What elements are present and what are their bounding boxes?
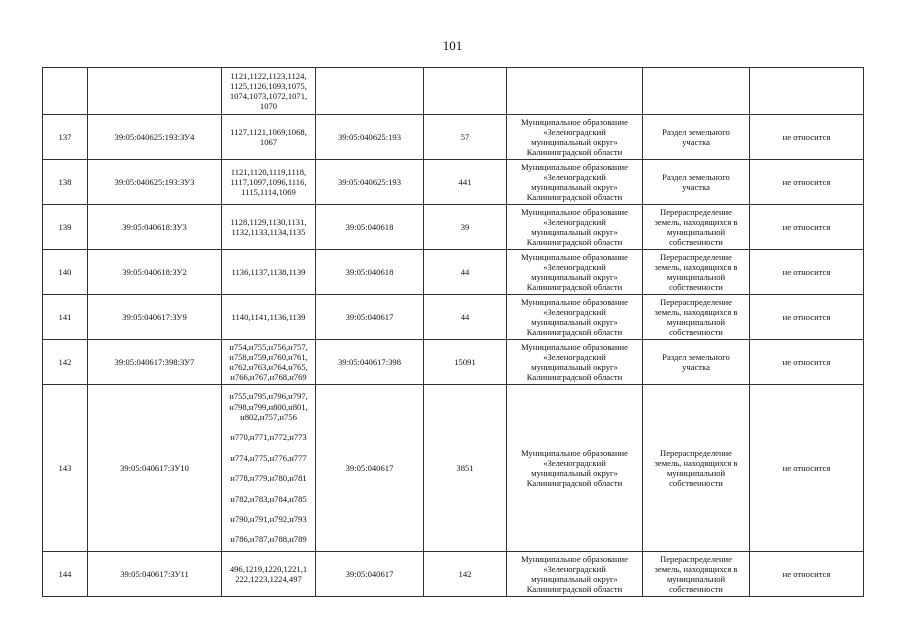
plot-designation: 39:05:040618:ЗУ3 xyxy=(88,205,222,250)
formation-method xyxy=(643,68,750,115)
plot-designation: 39:05:040618:ЗУ2 xyxy=(88,250,222,295)
boundary-points: 1140,1141,1136,1139 xyxy=(222,295,316,340)
relation-cell: не относится xyxy=(750,250,864,295)
area-value: 142 xyxy=(424,552,507,597)
boundary-points: н754,н755,н756,н757, н758,н759,н760,н761, н762,н763,н764,н765, н766,н767,н768,н769 xyxy=(222,340,316,385)
owner-cell: Муниципальное образование «Зеленоградский муниципальный округ» Калининградской области xyxy=(507,385,643,552)
formation-method: Перераспределение земель, находящихся в муниципальной собственности xyxy=(643,205,750,250)
table-row xyxy=(43,115,864,160)
area-value: 44 xyxy=(424,250,507,295)
table-row xyxy=(43,160,864,205)
table-row xyxy=(43,340,864,385)
area-value: 44 xyxy=(424,295,507,340)
relation-cell: не относится xyxy=(750,205,864,250)
area-value xyxy=(424,68,507,115)
relation-cell: не относится xyxy=(750,115,864,160)
relation-cell xyxy=(750,68,864,115)
owner-cell: Муниципальное образование «Зеленоградский муниципальный округ» Калининградской области xyxy=(507,250,643,295)
table-row xyxy=(43,552,864,597)
relation-cell: не относится xyxy=(750,295,864,340)
formation-method: Перераспределение земель, находящихся в муниципальной собственности xyxy=(643,552,750,597)
table-row xyxy=(43,295,864,340)
boundary-points: 1121,1122,1123,1124, 1125,1126,1093,1075, 1074,1073,1072,1071, 1070 xyxy=(222,68,316,115)
relation-cell: не относится xyxy=(750,552,864,597)
plot-designation: 39:05:040617:ЗУ11 xyxy=(88,552,222,597)
cadastral-number: 39:05:040625:193 xyxy=(316,160,424,205)
owner-cell: Муниципальное образование «Зеленоградский муниципальный округ» Калининградской области xyxy=(507,340,643,385)
land-plots-table xyxy=(42,67,864,597)
cadastral-number: 39:05:040618 xyxy=(316,205,424,250)
owner-cell: Муниципальное образование «Зеленоградский муниципальный округ» Калининградской области xyxy=(507,205,643,250)
row-number: 142 xyxy=(43,340,88,385)
owner-cell: Муниципальное образование «Зеленоградский муниципальный округ» Калининградской области xyxy=(507,160,643,205)
plot-designation: 39:05:040625:193:ЗУ3 xyxy=(88,160,222,205)
area-value: 39 xyxy=(424,205,507,250)
plot-designation xyxy=(88,68,222,115)
relation-cell: не относится xyxy=(750,385,864,552)
owner-cell: Муниципальное образование «Зеленоградский муниципальный округ» Калининградской области xyxy=(507,115,643,160)
formation-method: Раздел земельного участка xyxy=(643,115,750,160)
relation-cell: не относится xyxy=(750,160,864,205)
boundary-points: 1127,1121,1069,1068, 1067 xyxy=(222,115,316,160)
table-body xyxy=(43,68,864,597)
plot-designation: 39:05:040625:193:ЗУ4 xyxy=(88,115,222,160)
row-number: 143 xyxy=(43,385,88,552)
row-number: 140 xyxy=(43,250,88,295)
row-number: 137 xyxy=(43,115,88,160)
boundary-points: н755,н795,н796,н797, н798,н799,н800,н801, н802,н757,н756 н770,н771,н772,н773 н774,н775,н776,н777 н778,н779,н780,н781 н782,н783,н784,н785 н790,н791,н792,н793 н786,н787,н788,н789 xyxy=(222,385,316,552)
cadastral-number xyxy=(316,68,424,115)
area-value: 57 xyxy=(424,115,507,160)
cadastral-number: 39:05:040618 xyxy=(316,250,424,295)
row-number: 139 xyxy=(43,205,88,250)
cadastral-number: 39:05:040617 xyxy=(316,552,424,597)
cadastral-number: 39:05:040625:193 xyxy=(316,115,424,160)
row-number: 144 xyxy=(43,552,88,597)
boundary-points: 1128,1129,1130,1131, 1132,1133,1134,1135 xyxy=(222,205,316,250)
row-number xyxy=(43,68,88,115)
table-row xyxy=(43,205,864,250)
table-row xyxy=(43,68,864,115)
area-value: 3851 xyxy=(424,385,507,552)
cadastral-number: 39:05:040617 xyxy=(316,295,424,340)
owner-cell xyxy=(507,68,643,115)
plot-designation: 39:05:040617:ЗУ10 xyxy=(88,385,222,552)
area-value: 441 xyxy=(424,160,507,205)
formation-method: Раздел земельного участка xyxy=(643,160,750,205)
plot-designation: 39:05:040617:398:ЗУ7 xyxy=(88,340,222,385)
page-number: 101 xyxy=(442,38,463,53)
owner-cell: Муниципальное образование «Зеленоградский муниципальный округ» Калининградской области xyxy=(507,552,643,597)
formation-method: Перераспределение земель, находящихся в муниципальной собственности xyxy=(643,250,750,295)
area-value: 15091 xyxy=(424,340,507,385)
formation-method: Перераспределение земель, находящихся в муниципальной собственности xyxy=(643,385,750,552)
table-row xyxy=(43,250,864,295)
relation-cell: не относится xyxy=(750,340,864,385)
boundary-points: 1136,1137,1138,1139 xyxy=(222,250,316,295)
cadastral-number: 39:05:040617 xyxy=(316,385,424,552)
boundary-points: 1121,1120,1119,1118, 1117,1097,1096,1116, 1115,1114,1069 xyxy=(222,160,316,205)
formation-method: Перераспределение земель, находящихся в муниципальной собственности xyxy=(643,295,750,340)
plot-designation: 39:05:040617:ЗУ9 xyxy=(88,295,222,340)
formation-method: Раздел земельного участка xyxy=(643,340,750,385)
cadastral-number: 39:05:040617:398 xyxy=(316,340,424,385)
row-number: 141 xyxy=(43,295,88,340)
boundary-points: 496,1219,1220,1221,1 222,1223,1224,497 xyxy=(222,552,316,597)
table-row xyxy=(43,385,864,552)
row-number: 138 xyxy=(43,160,88,205)
owner-cell: Муниципальное образование «Зеленоградский муниципальный округ» Калининградской области xyxy=(507,295,643,340)
